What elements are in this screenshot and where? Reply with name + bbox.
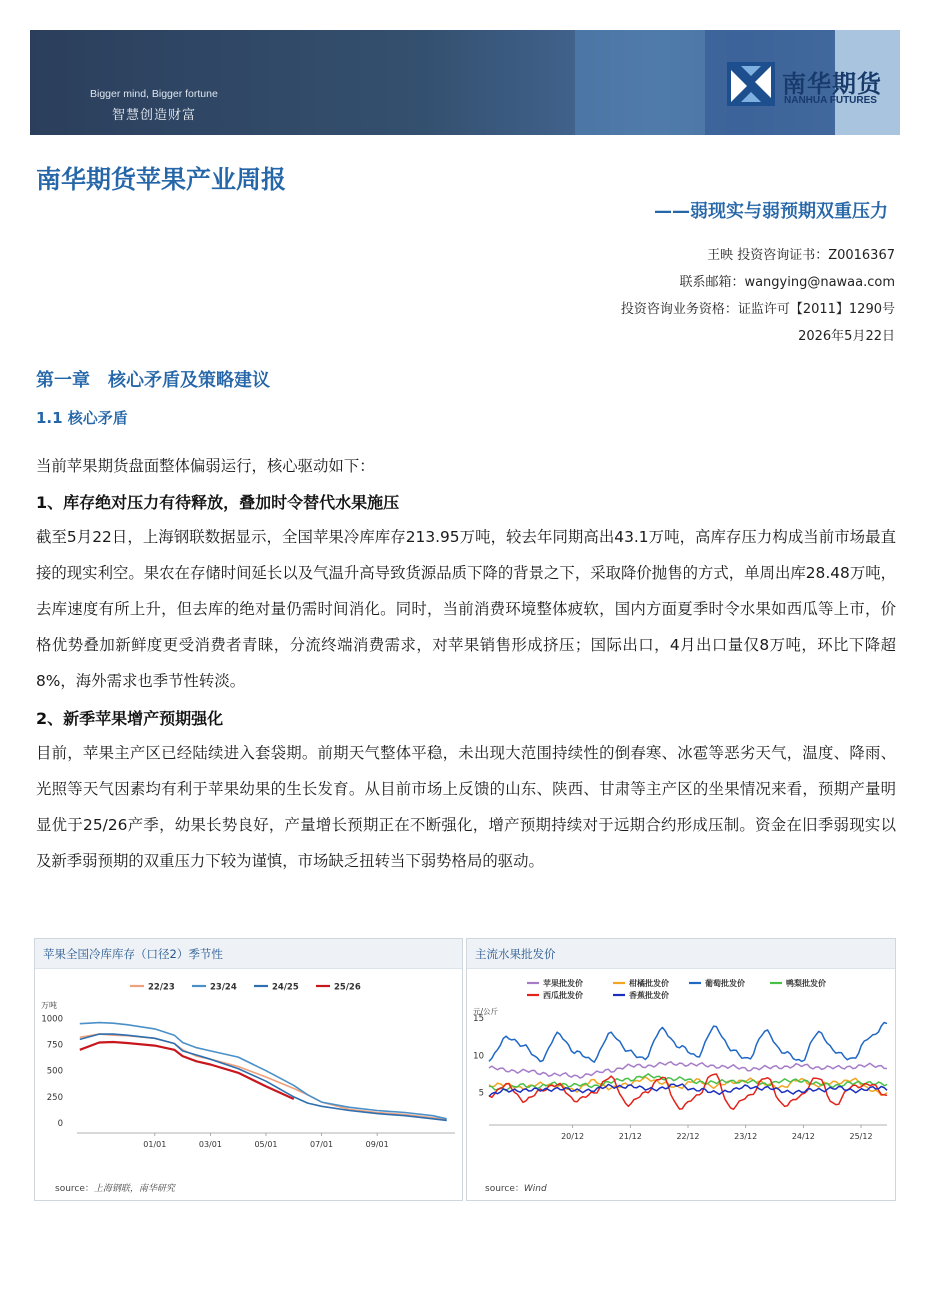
y-tick-label: 15 (473, 1014, 484, 1024)
chart-source (485, 1181, 547, 1194)
point1-paragraph: 截至5月22日，上海钢联数据显示，全国苹果冷库库存213.95万吨，较去年同期高出43.1万吨，高库存压力构成当前市场最直接的现实利空。果农在存储时间延长以及气温升高导致货源品质下降的背景之下，采取降价抛售的方式，单周出库28.48万吨，去库速度有所上升，但去库的绝对量仍需时间消化。同时，当前消费环境整体疲软，国内方面夏季时令水果如西瓜等上市，价格优势叠加新鲜度更受消费者青睐，分流终端消费需求，对苹果销售形成挤压；国际出口，4月出口量仅8万吨，环比下降超8%，海外需求也季节性转淡。 (36, 528, 896, 690)
y-tick-label: 1000 (41, 1014, 63, 1025)
series-line-22-23 (80, 1034, 447, 1120)
y-tick-label: 500 (46, 1066, 63, 1077)
x-tick-label: 24/12 (791, 1132, 815, 1141)
source-text: 上海钢联，南华研究 (93, 1184, 175, 1194)
legend-label: 22/23 (148, 982, 175, 993)
slogan-english: Bigger mind, Bigger fortune (90, 88, 218, 100)
logo-text-chinese: 南华期货 (782, 70, 882, 98)
series-line-葡萄批发价 (489, 1023, 887, 1063)
y-tick-label: 750 (46, 1040, 63, 1051)
report-title: 南华期货苹果产业周报 (36, 165, 287, 194)
source-label: source： (485, 1184, 524, 1194)
y-axis-unit: 元/公斤 (473, 1007, 499, 1016)
y-tick-label: 0 (57, 1119, 63, 1129)
legend-label: 苹果批发价 (543, 979, 583, 988)
logo-text-english: NANHUA FUTURES (784, 95, 877, 106)
fruit-wholesale-price-chart (467, 970, 895, 1170)
legend-label: 香蕉批发价 (629, 991, 669, 1000)
email-line: 联系邮箱：wangying@nawaa.com (679, 275, 895, 290)
chart-source (55, 1181, 175, 1194)
chapter-heading: 第一章 核心矛盾及策略建议 (36, 370, 270, 391)
y-tick-label: 10 (473, 1051, 484, 1062)
author-line: 王映 投资咨询证书：Z0016367 (707, 248, 895, 263)
legend-label: 25/26 (334, 982, 361, 993)
y-axis-unit: 万吨 (41, 1001, 57, 1010)
x-tick-label: 03/01 (198, 1140, 222, 1149)
point1-heading: 1、库存绝对压力有待释放，叠加时令替代水果施压 (36, 493, 400, 512)
x-tick-label: 22/12 (676, 1132, 700, 1141)
legend-label: 鸭梨批发价 (786, 979, 826, 988)
x-tick-label: 09/01 (365, 1140, 389, 1149)
y-tick-label: 250 (46, 1092, 63, 1103)
legend-label: 葡萄批发价 (705, 979, 745, 988)
slogan-chinese: 智慧创造财富 (112, 108, 197, 123)
source-label: source： (55, 1184, 94, 1194)
report-subtitle: ——弱现实与弱预期双重压力 (654, 201, 888, 222)
license-line: 投资咨询业务资格：证监许可【2011】1290号 (620, 302, 895, 317)
intro-paragraph: 当前苹果期货盘面整体偏弱运行，核心驱动如下： (36, 457, 375, 475)
legend-label: 24/25 (272, 982, 299, 993)
series-line-25-26 (80, 1042, 294, 1099)
chart-panel-title: 苹果全国冷库库存（口径2）季节性 (35, 939, 462, 969)
legend-label: 西瓜批发价 (543, 991, 583, 1000)
series-line-苹果批发价 (489, 1062, 887, 1078)
x-tick-label: 20/12 (561, 1132, 585, 1141)
section-heading: 1.1 核心矛盾 (36, 409, 128, 427)
chart-panel-title: 主流水果批发价 (467, 939, 895, 969)
x-tick-label: 21/12 (618, 1132, 642, 1141)
header-banner (30, 30, 900, 135)
banner-stripe (575, 30, 705, 135)
nanhua-logo-icon (727, 62, 775, 106)
point2-heading: 2、新季苹果增产预期强化 (36, 709, 224, 728)
fruit-price-chart-panel (466, 938, 896, 1201)
legend-label: 23/24 (210, 982, 237, 993)
report-date: 2026年5月22日 (798, 329, 895, 344)
legend-label: 柑橘批发价 (629, 979, 669, 988)
x-tick-label: 05/01 (254, 1140, 278, 1149)
source-text: Wind (523, 1184, 547, 1194)
x-tick-label: 25/12 (849, 1132, 873, 1141)
inventory-seasonal-chart (35, 970, 462, 1170)
point2-paragraph: 目前，苹果主产区已经陆续进入套袋期。前期天气整体平稳，未出现大范围持续性的倒春寒、冰雹等恶劣天气，温度、降雨、光照等天气因素均有利于苹果幼果的生长发育。从目前市场上反馈的山东、陕西、甘肃等主产区的坐果情况来看，预期产量明显优于25/26产季，幼果长势良好，产量增长预期正在不断强化，增产预期持续对于远期合约形成压制。资金在旧季弱现实以及新季弱预期的双重压力下较为谨慎，市场缺乏扭转当下弱势格局的驱动。 (36, 744, 896, 870)
x-tick-label: 01/01 (143, 1140, 167, 1149)
series-line-24-25 (80, 1034, 447, 1120)
inventory-chart-panel (34, 938, 463, 1201)
y-tick-label: 5 (478, 1088, 484, 1099)
x-tick-label: 07/01 (310, 1140, 334, 1149)
x-tick-label: 23/12 (734, 1132, 758, 1141)
